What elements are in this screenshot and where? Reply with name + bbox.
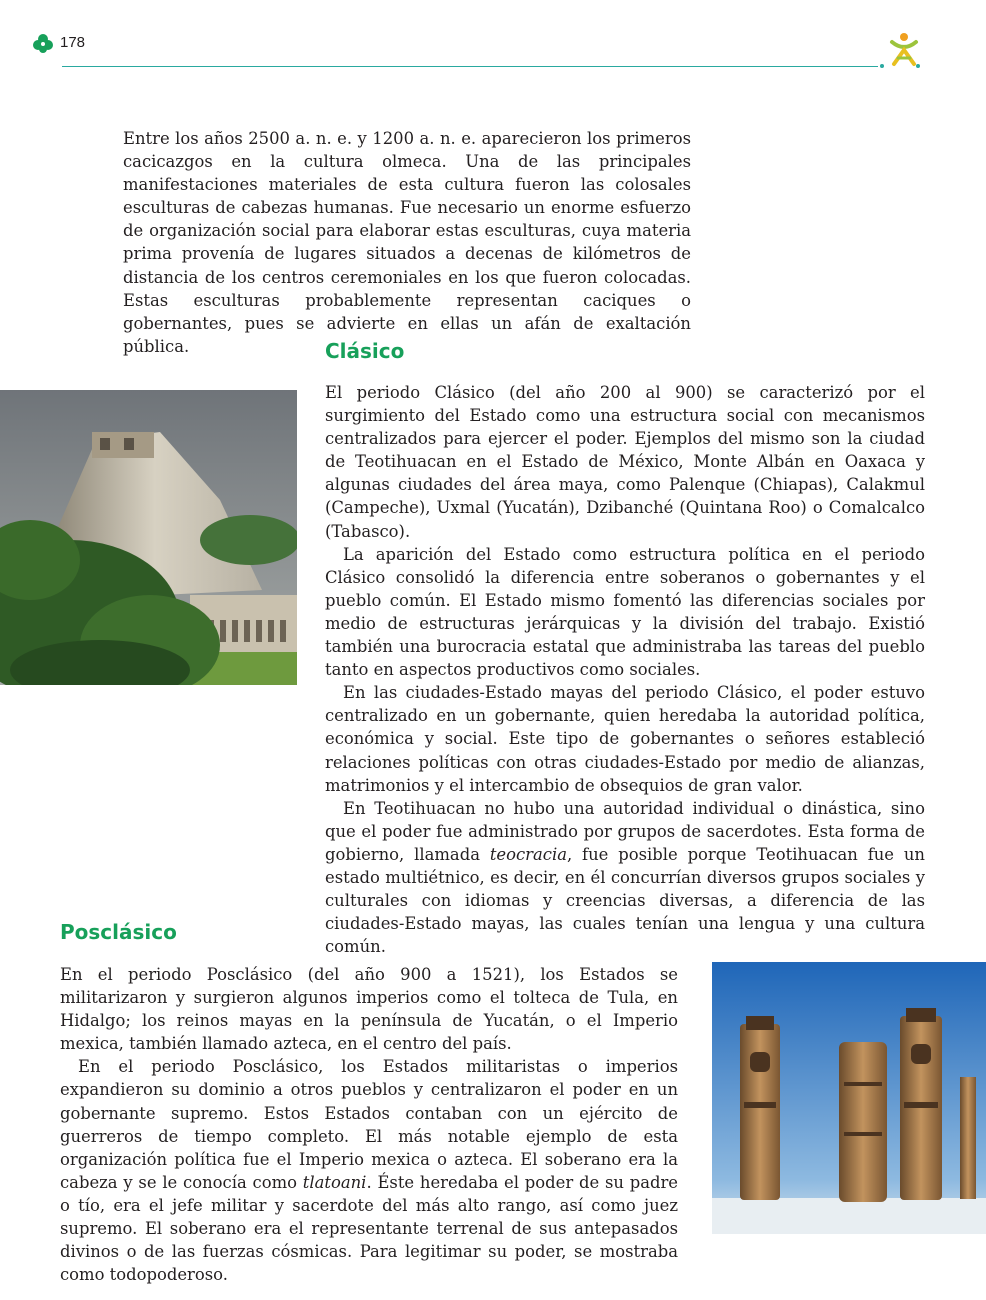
clasico-paragraph-2: La aparición del Estado como estructura política en el periodo Clásico consolidó la diferencia entre soberanos o gobernantes y el pueblo común. El Estado mismo fomentó las diferencias sociales por medio de estructuras jerárquicas y la división del trabajo. Existió también una burocracia estatal que administraba las tareas del pueblo tanto en aspectos productivos como sociales.	[325, 544, 925, 680]
posclasico-paragraph-1: En el periodo Posclásico (del año 900 a 1521), los Estados se militarizaron y surgieron algunos imperios como el tolteca de Tula, en Hidalgo; los reinos mayas en la península de Yucatán, o el Imperio mexica, también llamado azteca, en el centro del país.	[60, 965, 678, 1054]
clasico-paragraph-1: El periodo Clásico (del año 200 al 900) se caracterizó por el surgimiento del Estado como una estructura social con mecanismos centralizados para ejercer el poder. Ejemplos del mismo son la ciudad de Teotihuacan en el Estado de México, Monte Albán en Oaxaca y algunas ciudades del área maya, como Palenque (Chiapas), Calakmul (Campeche), Uxmal (Yucatán), Dzibanché (Quintana Roo) o Comalcalco (Tabasco).	[325, 383, 925, 541]
term-teocracia: teocracia	[489, 844, 567, 864]
intro-paragraph	[123, 127, 691, 358]
posclasico-p2-start: En el periodo Posclásico, los Estados militaristas o imperios expandieron su dominio a otros pueblos y centralizaron el poder en un gobernante supremo. Estos Estados contaban con un ejército de guerreros de tiempo completo. El más notable ejemplo de esta organización política fue el Imperio mexica o azteca. El soberano era la cabeza y se le conocía como	[60, 1057, 678, 1192]
green-flower-logo-icon	[30, 32, 56, 54]
clasico-p4-start: En Teotihuacan no hubo una autoridad individual o dinástica, sino que el poder fue administrado por grupos de sacerdotes. Esta forma de gobierno, llamada	[325, 798, 925, 864]
posclasico-p2-end: . Éste heredaba el poder de su padre o tío, era el jefe militar y sacerdote del más alto rango, así como juez supremo. El soberano era el representante terrenal de sus antepasados divinos o de las fuerzas cósmicas. Para legitimar su poder, se mostraba como todopoderoso.	[60, 1172, 679, 1285]
posclasico-paragraph-2	[60, 1055, 678, 1286]
clasico-text	[325, 381, 925, 958]
atlantes-photo	[712, 962, 986, 1234]
intro-text: Entre los años 2500 a. n. e. y 1200 a. n. e. aparecieron los primeros cacicazgos en la cultura olmeca. Una de las principales manifestaciones materiales de esta cultura fueron las colosales esculturas de cabezas humanas. Fue necesario un enorme esfuerzo de organización social para elaborar estas esculturas, cuya materia prima provenía de lugares situados a decenas de kilómetros de distancia de los centros ceremoniales en los que fueron colocadas. Estas esculturas probablemente representan caciques o gobernantes, pues se advierte en ellas un afán de exaltación pública.	[123, 129, 691, 356]
header-rule	[62, 66, 878, 67]
term-tlatoani: tlatoani	[302, 1172, 367, 1192]
section-heading-clasico: Clásico	[325, 339, 405, 363]
posclasico-text	[60, 963, 678, 1286]
pyramid-photo	[0, 390, 297, 685]
clasico-paragraph-4	[325, 797, 925, 959]
yellow-figure-logo-icon	[884, 30, 924, 70]
page-number: 178	[60, 34, 86, 51]
section-heading-posclasico: Posclásico	[60, 920, 177, 944]
clasico-paragraph-3: En las ciudades-Estado mayas del periodo Clásico, el poder estuvo centralizado en un gobernante, quien heredaba la autoridad política, económica y social. Este tipo de gobernantes o señores estableció relaciones políticas con otras ciudades-Estado por medio de alianzas, matrimonios y el intercambio de obsequios de gran valor.	[325, 683, 925, 795]
clasico-p4-end: , fue posible porque Teotihuacan fue un estado multiétnico, es decir, en él concurrían diversos grupos sociales y culturales con idiomas y creencias diversas, a diferencia de las ciudades-Estado mayas, las cuales tenían una lengua y una cultura común.	[325, 844, 925, 957]
